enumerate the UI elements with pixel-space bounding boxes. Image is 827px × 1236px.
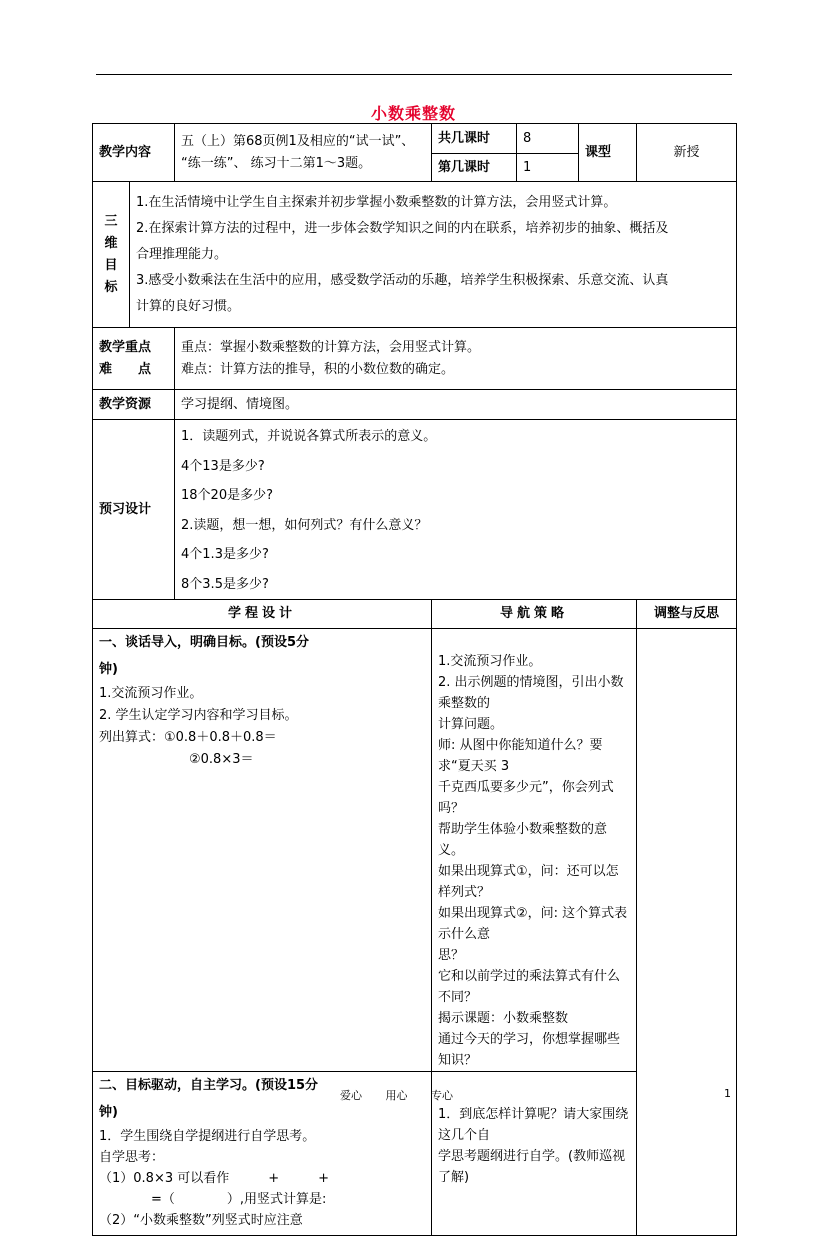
- preview-label: 预习设计: [93, 420, 175, 600]
- header-rule: [96, 74, 732, 75]
- difficult-label: 难 点: [99, 361, 152, 377]
- lesson-no-value: 1: [517, 154, 579, 182]
- goal-line: 合理推理能力。: [136, 246, 228, 262]
- preview-line: 18个20是多少?: [181, 488, 273, 503]
- resources-value: 学习提纲、情境图。: [175, 390, 737, 420]
- goals-label-char: 维: [104, 235, 118, 251]
- preview-line: 2.读题，想一想，如何列式？有什么意义？: [181, 517, 428, 533]
- section2-line: =（ ）,用竖式计算是:: [99, 1192, 327, 1207]
- type-label: 课型: [579, 124, 637, 182]
- section1-guide-line: 1.交流预习作业。: [438, 654, 542, 669]
- content-line: 五（上）第68页例1及相应的“试一试”、: [181, 133, 415, 149]
- section1-heading: 一、谈话导入，明确目标。(预设5分: [99, 635, 309, 650]
- section1-guide-line: 揭示课题：小数乘整数: [438, 1011, 569, 1026]
- goal-line: 计算的良好习惯。: [136, 298, 241, 314]
- section1-guide-line: 师: 从图中你能知道什么？要求“夏天买 3: [438, 738, 603, 774]
- key-points-label: [93, 328, 175, 390]
- section1-line: 2. 学生认定学习内容和学习目标。: [99, 708, 298, 723]
- goals-content: [130, 182, 737, 328]
- section1-guide-line: 千克西瓜要多少元”，你会列式吗？: [438, 780, 614, 816]
- footer-item: 用心: [385, 1089, 408, 1102]
- section2-heading-cont: 钟): [99, 1105, 118, 1120]
- goal-line: 1.在生活情境中让学生自主探索并初步掌握小数乘整数的计算方法，会用竖式计算。: [136, 194, 617, 210]
- key-points-content: [175, 328, 737, 390]
- section2-heading: 二、目标驱动，自主学习。(预设15分: [99, 1078, 319, 1093]
- section2-line: 1．学生围绕自学提纲进行自学思考。: [99, 1129, 316, 1144]
- lesson-no-label: 第几课时: [432, 154, 517, 182]
- col-guide-header: 导航策略: [432, 600, 637, 629]
- section2-guide-line: 学思考题纲进行自学。(教师巡视了解): [438, 1149, 626, 1185]
- lesson-plan-table: [92, 123, 737, 1236]
- section2-guide-line: 1．到底怎样计算呢？请大家围绕这几个自: [438, 1107, 629, 1143]
- section1-guide-line: 帮助学生体验小数乘整数的意义。: [438, 822, 608, 858]
- section2-line: 自学思考：: [99, 1150, 165, 1165]
- section1-guide: [432, 629, 637, 1072]
- section1-heading-cont: 钟): [99, 662, 118, 677]
- preview-line: 8个3.5是多少?: [181, 576, 269, 592]
- section1-guide-line: 如果出现算式②，问: 这个算式表示什么意: [438, 906, 628, 942]
- section1-guide-line: 通过今天的学习，你想掌握哪些知识？: [438, 1032, 621, 1068]
- goal-line: 3.感受小数乘法在生活中的应用，感受数学活动的乐趣，培养学生积极探索、乐意交流、认真: [136, 272, 669, 288]
- preview-line: 4个1.3是多少?: [181, 547, 269, 562]
- section1-line: 1.交流预习作业。: [99, 686, 203, 701]
- section1-guide-line: 它和以前学过的乘法算式有什么不同？: [438, 969, 621, 1005]
- section1-guide-line: 如果出现算式①，问：还可以怎样列式？: [438, 864, 619, 900]
- section1-line: 列出算式：①0.8＋0.8＋0.8＝: [99, 730, 277, 745]
- section2-line: （1）0.8×3 可以看作 + +: [99, 1171, 330, 1186]
- goals-label-char: 目: [104, 257, 118, 273]
- preview-content: [175, 420, 737, 600]
- goals-label-char: 标: [104, 279, 118, 295]
- section2-line: （2）“小数乘整数”列竖式时应注意: [99, 1213, 303, 1228]
- footer-item: 专心: [431, 1089, 453, 1102]
- key-point: 重点：掌握小数乘整数的计算方法，会用竖式计算。: [181, 339, 481, 355]
- total-lessons-label: 共几课时: [432, 124, 517, 154]
- preview-line: 1．读题列式，并说说各算式所表示的意义。: [181, 429, 437, 444]
- section1-learn: [93, 629, 432, 1072]
- page-title: 小数乘整数: [370, 104, 456, 123]
- col-reflect-header: 调整与反思: [637, 600, 737, 629]
- section1-guide-line: 计算问题。: [438, 717, 504, 732]
- goals-label: [93, 182, 130, 328]
- section1-guide-line: 思？: [438, 948, 465, 963]
- key-label: 教学重点: [99, 339, 152, 355]
- page-number: 1: [724, 1087, 731, 1100]
- preview-line: 4个13是多少?: [181, 458, 265, 474]
- content-label: 教学内容: [93, 124, 175, 182]
- footer: [340, 1087, 473, 1103]
- goals-label-char: 三: [104, 213, 118, 229]
- total-lessons-value: 8: [517, 124, 579, 154]
- footer-item: 爱心: [340, 1089, 362, 1102]
- section1-line: ②0.8×3＝: [189, 752, 254, 767]
- difficult-point: 难点：计算方法的推导，积的小数位数的确定。: [181, 361, 455, 377]
- type-value: 新授: [637, 124, 737, 182]
- resources-label: 教学资源: [93, 390, 175, 420]
- col-learn-header: 学程设计: [93, 600, 432, 629]
- section1-guide-line: 2. 出示例题的情境图，引出小数乘整数的: [438, 675, 624, 711]
- goal-line: 2.在探索计算方法的过程中，进一步体会数学知识之间的内在联系，培养初步的抽象、概括及: [136, 220, 669, 236]
- content-value: [175, 124, 432, 182]
- reflect-cell: [637, 629, 737, 1236]
- content-line: “练一练”、 练习十二第1～3题。: [181, 155, 372, 171]
